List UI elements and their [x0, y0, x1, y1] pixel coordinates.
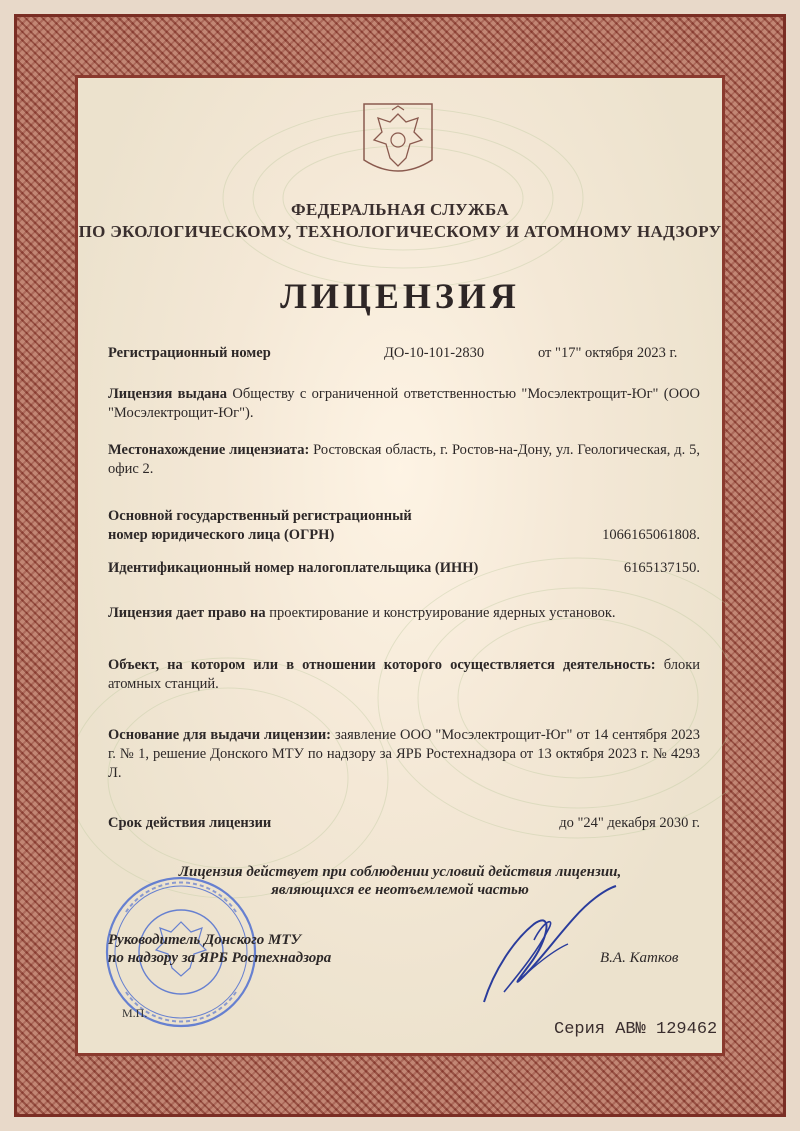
location-value: Ростовская область, г. Ростов-на-Дону, ул. Геологическая, д. 5, офис 2. — [108, 442, 700, 477]
basis-block — [108, 726, 700, 783]
right-value: проектирование и конструирование ядерных установок. — [269, 605, 616, 621]
term-value: до "24" декабря 2030 г. — [559, 815, 700, 831]
location-block — [108, 441, 700, 479]
series-value: 129462 — [656, 1020, 718, 1039]
series-code: АВ — [615, 1020, 636, 1039]
issued-value: Обществу с ограниченной ответственностью "Мосэлектрощит-Юг" (ООО "Мосэлектрощит-Юг"). — [108, 386, 701, 421]
head-title-line2: по надзору за ЯРБ Ростехнадзора — [108, 950, 332, 966]
ogrn-label-line2: номер юридического лица (ОГРН) — [108, 527, 335, 543]
inn-label: Идентификационный номер налогоплательщика (ИНН) — [108, 560, 479, 576]
right-block — [108, 604, 700, 623]
series-number — [554, 1020, 717, 1039]
issued-label: Лицензия выдана — [108, 386, 228, 402]
issued-block — [108, 385, 700, 423]
right-label: Лицензия дает право на — [108, 605, 266, 621]
series-label: Серия — [554, 1020, 606, 1039]
seal-place-label: М.П. — [122, 1006, 148, 1020]
agency-name-line2: ПО ЭКОЛОГИЧЕСКОМУ, ТЕХНОЛОГИЧЕСКОМУ И АТОМНОМУ НАДЗОРУ — [78, 222, 722, 241]
term-label: Срок действия лицензии — [108, 815, 272, 831]
head-title-line1: Руководитель Донского МТУ — [108, 932, 301, 948]
ogrn-value: 1066165061808. — [602, 527, 700, 543]
coat-of-arms-icon — [360, 100, 436, 182]
object-label: Объект, на котором или в отношении которого осуществляется деятельность: — [108, 657, 656, 673]
document-title: ЛИЦЕНЗИЯ — [280, 276, 520, 316]
series-number-sign: № — [635, 1020, 646, 1039]
basis-label: Основание для выдачи лицензии: — [108, 727, 332, 743]
basis-value: заявление ООО "Мосэлектрощит-Юг" от 14 сентября 2023 г. № 1, решение Донского МТУ по надзору за ЯРБ Ростехнадзора от 13 октября 2023 г. № 4293 Л. — [108, 727, 701, 781]
registration-number: ДО-10-101-2830 — [384, 345, 485, 361]
conditions-line2: являющихся ее неотъемлемой частью — [271, 882, 529, 898]
conditions-line1: Лицензия действует при соблюдении условий действия лицензии, — [178, 864, 622, 880]
signature-icon — [464, 880, 624, 1010]
location-label: Местонахождение лицензиата: — [108, 442, 310, 458]
object-block — [108, 656, 700, 694]
agency-name-line1: ФЕДЕРАЛЬНАЯ СЛУЖБА — [291, 200, 509, 219]
registration-label: Регистрационный номер — [108, 345, 271, 361]
inn-value: 6165137150. — [623, 560, 700, 576]
object-value: блоки атомных станций. — [108, 657, 701, 692]
registration-date: от "17" октября 2023 г. — [538, 345, 678, 361]
signer-name: В.А. Катков — [600, 950, 679, 966]
ogrn-label-line1: Основной государственный регистрационный — [108, 508, 412, 524]
